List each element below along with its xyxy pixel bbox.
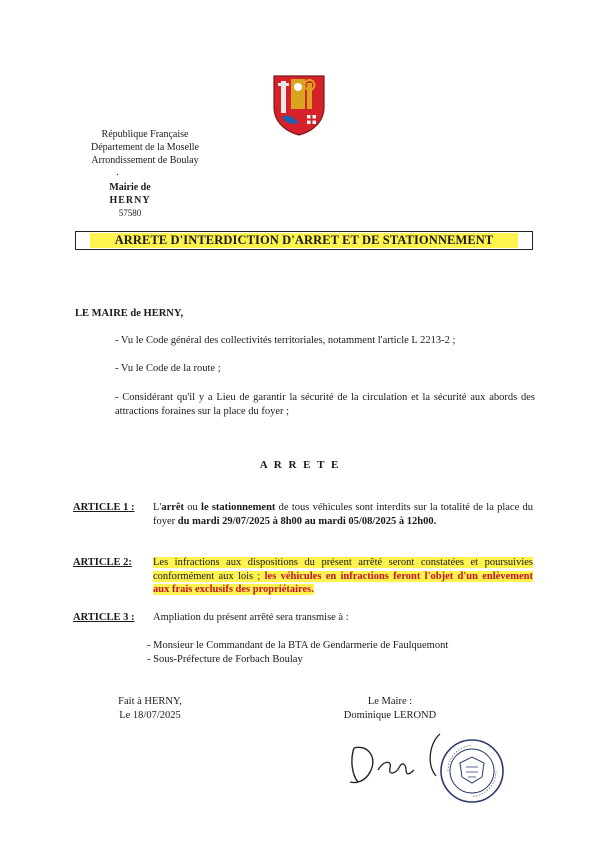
page-title: ARRETE D'INTERDICTION D'ARRET ET DE STATIONNEMENT bbox=[90, 233, 518, 248]
republic-label: République Française bbox=[101, 129, 189, 140]
coat-of-arms-icon bbox=[271, 73, 327, 137]
article-2-label: ARTICLE 2: bbox=[73, 557, 132, 568]
mairie-block bbox=[85, 181, 175, 207]
seal-stamp-icon bbox=[438, 737, 506, 805]
department-label: Département de la Moselle bbox=[90, 142, 199, 153]
recipient-list bbox=[147, 639, 537, 666]
arrondissement-label: Arrondissement de Boulay bbox=[91, 155, 199, 166]
signing-place: Fait à HERNY, bbox=[118, 696, 182, 707]
consideration-item: - Vu le Code général des collectivités territoriales, notamment l'article L 2213-2 ; bbox=[115, 335, 456, 346]
intro-line: LE MAIRE de HERNY, bbox=[75, 308, 184, 319]
article-1-label: ARTICLE 1 : bbox=[73, 502, 135, 513]
mairie-label: Mairie de bbox=[109, 182, 151, 193]
dot-marker: · bbox=[115, 170, 120, 181]
recipient-item: - Sous-Préfecture de Forbach Boulay bbox=[147, 653, 303, 665]
article-1-text: L'arrêt ou le stationnement de tous véhicules sont interdits sur la totalité de la place du foyer du mardi 29/07/2025 à 8h00 au mardi 05/08/2025 à 12h00. bbox=[153, 502, 533, 527]
consideration-item: - Considérant qu'il y a Lieu de garantir la sécurité de la circulation et la sécurité aux abords des attractions foraines sur la place du foyer ; bbox=[115, 392, 535, 417]
postcode-label: 57580 bbox=[118, 208, 142, 218]
header-block bbox=[60, 128, 230, 167]
consideration-item: - Vu le Code de la route ; bbox=[115, 363, 221, 374]
article-2-text: Les infractions aux dispositions du présent arrêté seront constatées et poursuivies conformément aux lois ; les véhicules en infractions feront l'objet d'un enlèvement aux frais exclusifs des propriétaires. bbox=[153, 557, 533, 595]
decree-heading: A R R E T E bbox=[259, 459, 341, 471]
signing-place-block bbox=[95, 695, 205, 722]
mayor-title: Le Maire : bbox=[367, 696, 413, 707]
article-3-label: ARTICLE 3 : bbox=[73, 612, 135, 623]
recipient-item: - Monsieur le Commandant de la BTA de Gendarmerie de Faulquemont bbox=[147, 640, 449, 651]
town-label: HERNY bbox=[109, 195, 151, 206]
article-3-text: Ampliation du présent arrêté sera transmise à : bbox=[153, 612, 349, 623]
mayor-name: Dominique LEROND bbox=[343, 709, 437, 721]
mayor-block bbox=[315, 695, 465, 722]
signature-icon bbox=[340, 730, 450, 790]
signing-date: Le 18/07/2025 bbox=[119, 709, 181, 721]
